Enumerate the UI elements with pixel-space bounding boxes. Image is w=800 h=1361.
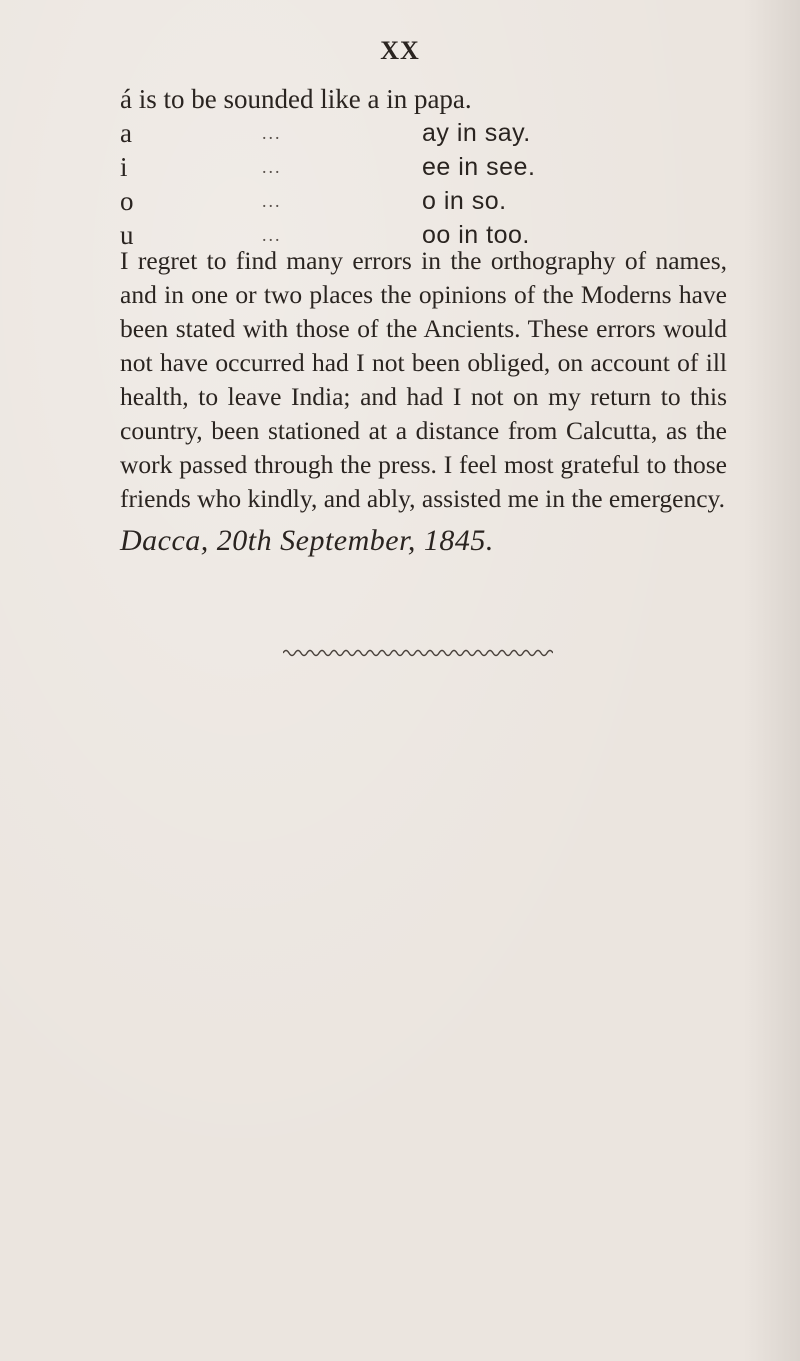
vowel-intro-line: á is to be sounded like a in papa.: [120, 84, 472, 114]
leader-dots: ...: [262, 191, 282, 211]
running-head-page-number: XX: [380, 36, 420, 65]
vowel-letter: a: [120, 118, 132, 148]
vowel-example: ay in say.: [422, 119, 531, 147]
preface-paragraph: I regret to find many errors in the orthography of names, and in one or two places the opinions of the Moderns have been stated with those of the Ancients. These errors would not have occurred had I not been obliged, on account of ill health, to leave India; and had I not on my return to this country, been stationed at a distance from Calcutta, as the work passed through the press. I feel most grateful to those friends who kindly, and ably, assisted me in the emergency.: [120, 246, 727, 513]
leader-dots: ...: [262, 123, 282, 143]
vowel-letter: u: [120, 220, 134, 250]
vowel-example: o in so.: [422, 187, 507, 215]
vowel-example: oo in too.: [422, 221, 530, 249]
vowel-pronunciation-table: [120, 82, 590, 252]
vowel-letter: i: [120, 152, 128, 182]
vowel-row: [120, 184, 590, 218]
leader-dots: ...: [262, 225, 282, 245]
wavy-rule-ornament: [283, 646, 553, 660]
place-date-signature: Dacca, 20th September, 1845.: [120, 524, 494, 557]
vowel-row: [120, 116, 590, 150]
vowel-letter: o: [120, 186, 134, 216]
vowel-example: ee in see.: [422, 153, 536, 181]
leader-dots: ...: [262, 157, 282, 177]
vowel-row: [120, 150, 590, 184]
